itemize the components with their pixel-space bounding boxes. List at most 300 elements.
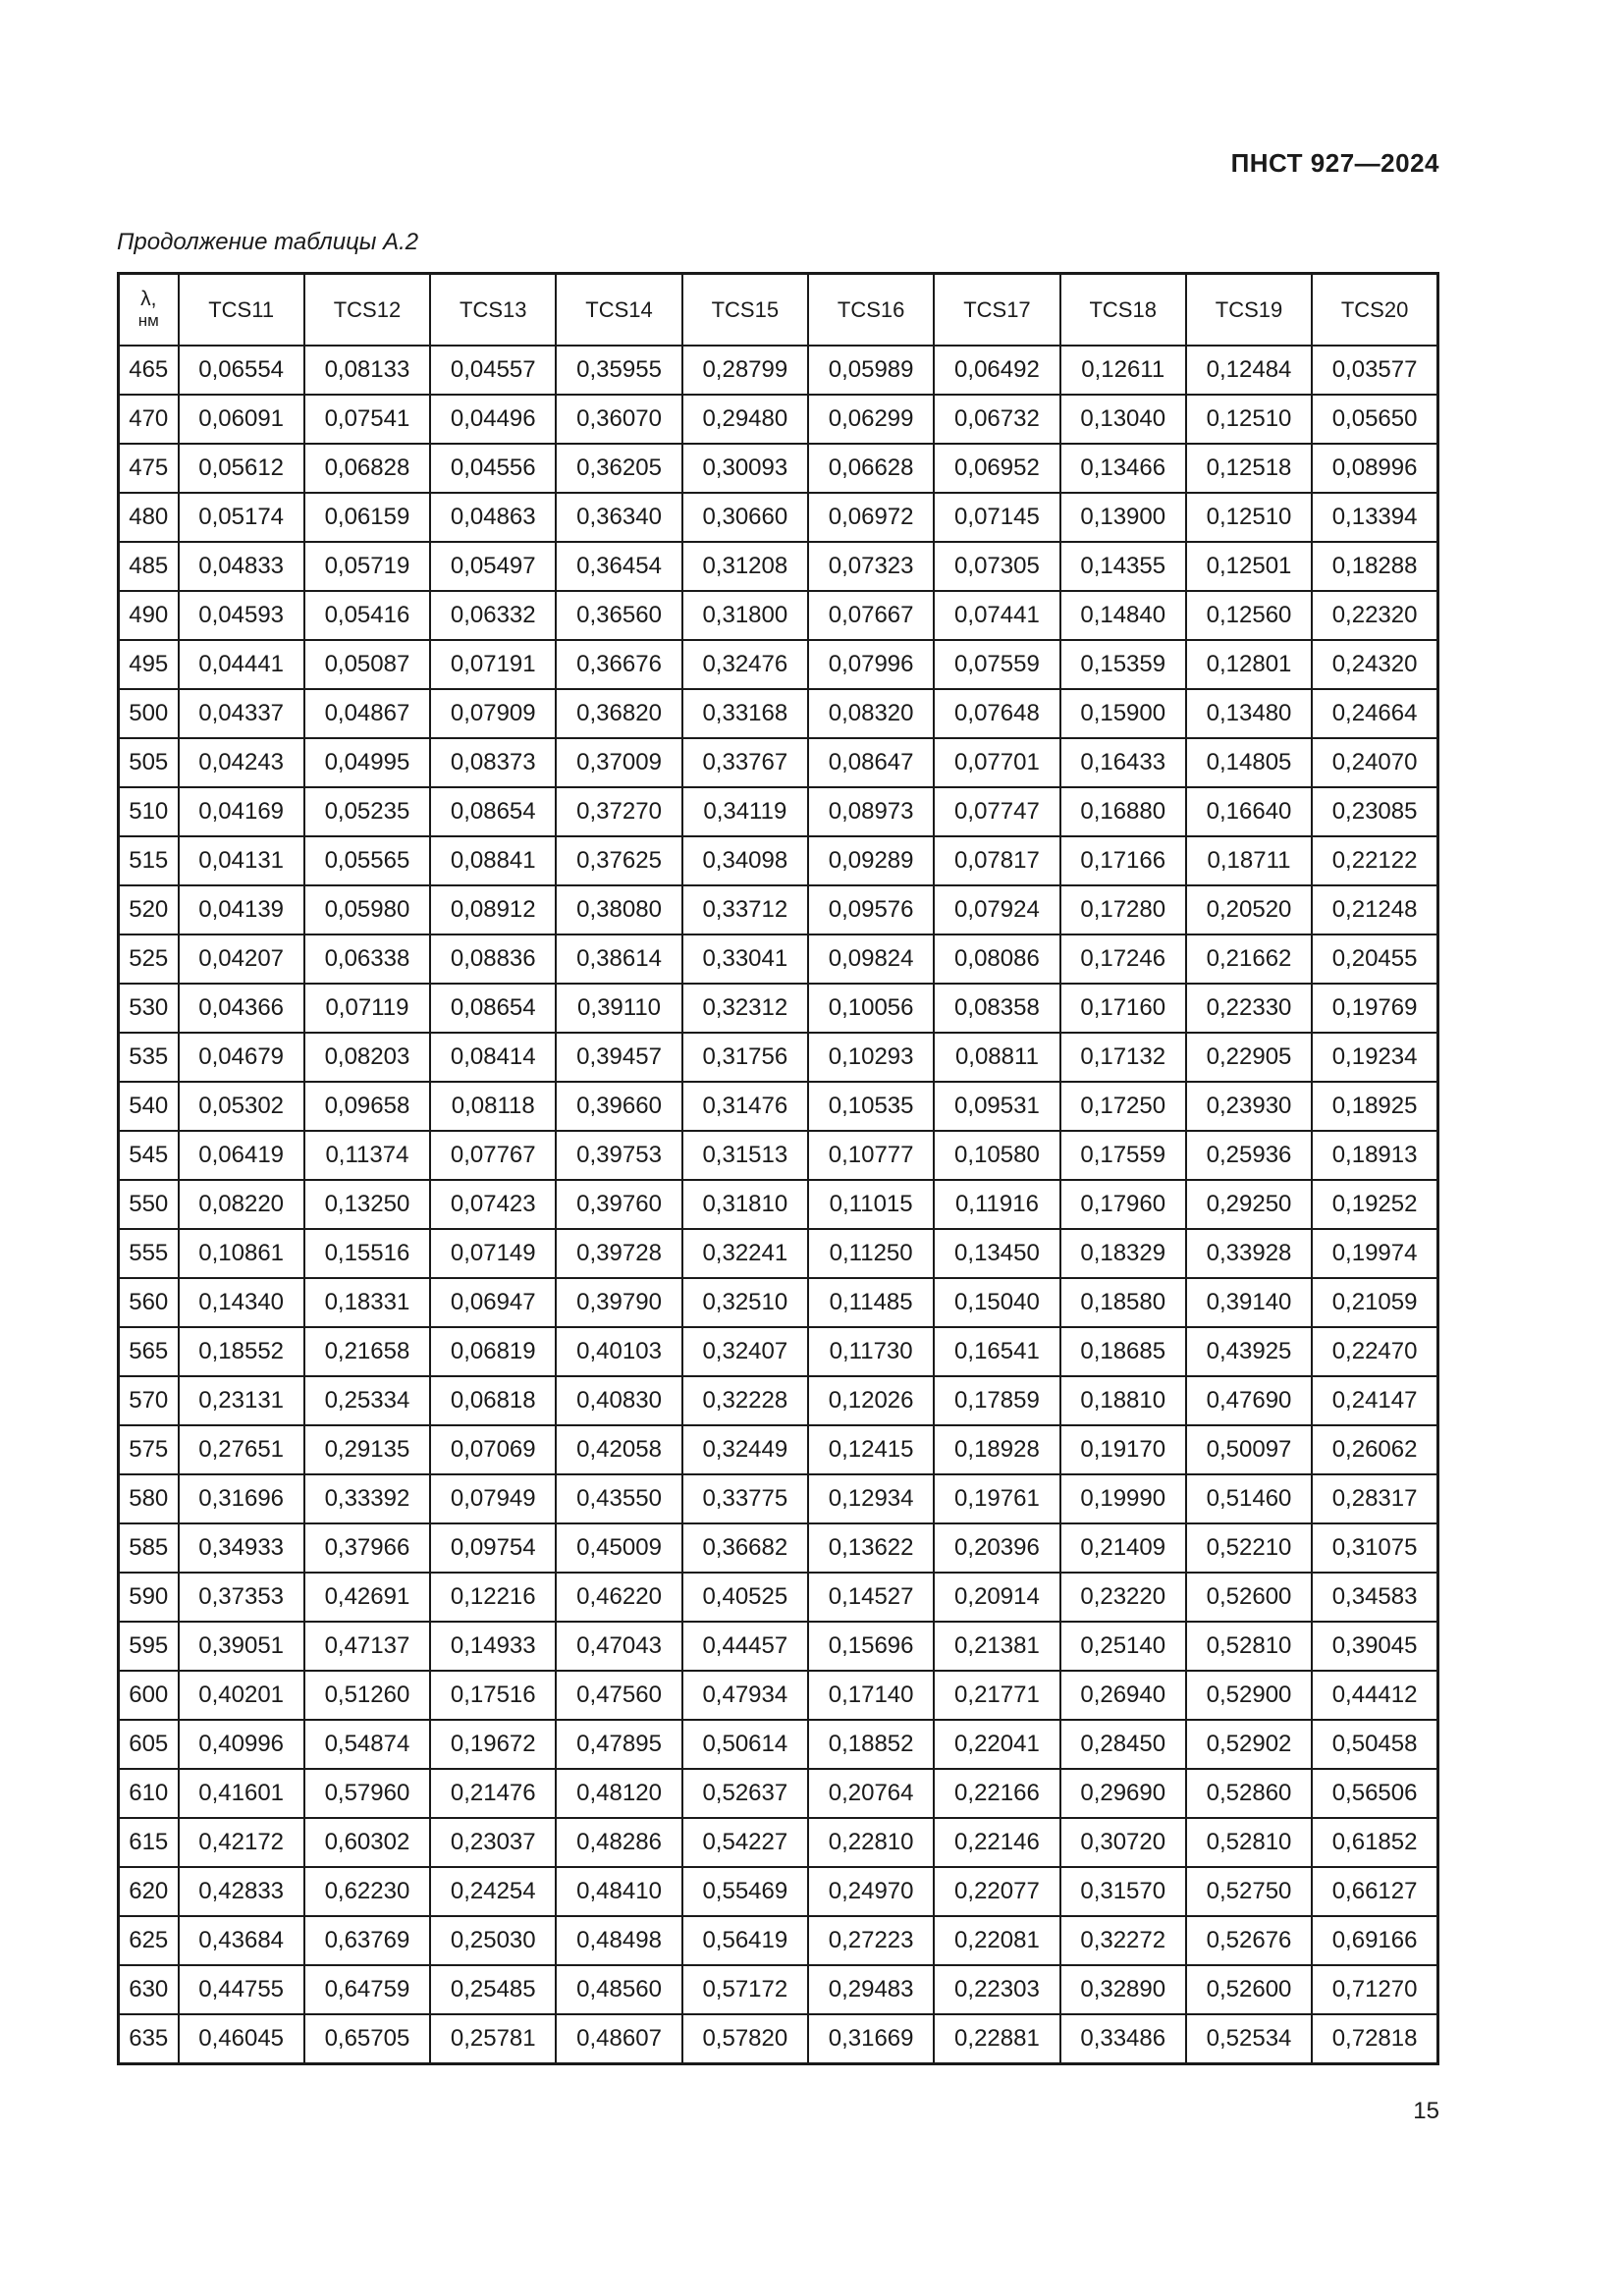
- value-cell: 0,22077: [934, 1867, 1059, 1916]
- value-cell: 0,26062: [1312, 1425, 1437, 1474]
- value-cell: 0,48607: [556, 2014, 681, 2064]
- value-cell: 0,06338: [304, 934, 430, 984]
- value-cell: 0,08373: [430, 738, 556, 787]
- value-cell: 0,40525: [682, 1573, 808, 1622]
- value-cell: 0,28317: [1312, 1474, 1437, 1523]
- value-cell: 0,25030: [430, 1916, 556, 1965]
- value-cell: 0,06554: [179, 346, 304, 395]
- value-cell: 0,22330: [1186, 984, 1312, 1033]
- value-cell: 0,31570: [1060, 1867, 1186, 1916]
- value-cell: 0,10777: [808, 1131, 934, 1180]
- value-cell: 0,04337: [179, 689, 304, 738]
- value-cell: 0,04366: [179, 984, 304, 1033]
- value-cell: 0,36682: [682, 1523, 808, 1573]
- value-cell: 0,08118: [430, 1082, 556, 1131]
- value-cell: 0,21658: [304, 1327, 430, 1376]
- value-cell: 0,32228: [682, 1376, 808, 1425]
- value-cell: 0,07149: [430, 1229, 556, 1278]
- value-cell: 0,04679: [179, 1033, 304, 1082]
- value-cell: 0,06299: [808, 395, 934, 444]
- value-cell: 0,22041: [934, 1720, 1059, 1769]
- value-cell: 0,34098: [682, 836, 808, 885]
- value-cell: 0,34583: [1312, 1573, 1437, 1622]
- value-cell: 0,04863: [430, 493, 556, 542]
- value-cell: 0,05174: [179, 493, 304, 542]
- value-cell: 0,20520: [1186, 885, 1312, 934]
- value-cell: 0,52600: [1186, 1573, 1312, 1622]
- table-header: [119, 274, 1438, 347]
- table-row: [119, 591, 1438, 640]
- value-cell: 0,07949: [430, 1474, 556, 1523]
- value-cell: 0,47895: [556, 1720, 681, 1769]
- wavelength-cell: 535: [119, 1033, 179, 1082]
- value-cell: 0,07747: [934, 787, 1059, 836]
- value-cell: 0,06628: [808, 444, 934, 493]
- value-cell: 0,12518: [1186, 444, 1312, 493]
- value-cell: 0,12801: [1186, 640, 1312, 689]
- value-cell: 0,57960: [304, 1769, 430, 1818]
- value-cell: 0,47137: [304, 1622, 430, 1671]
- table-row: [119, 1131, 1438, 1180]
- value-cell: 0,14840: [1060, 591, 1186, 640]
- value-cell: 0,39110: [556, 984, 681, 1033]
- value-cell: 0,22122: [1312, 836, 1437, 885]
- wavelength-cell: 560: [119, 1278, 179, 1327]
- header-lambda: [119, 274, 179, 347]
- value-cell: 0,60302: [304, 1818, 430, 1867]
- value-cell: 0,23131: [179, 1376, 304, 1425]
- table-row: [119, 1180, 1438, 1229]
- value-cell: 0,52676: [1186, 1916, 1312, 1965]
- value-cell: 0,20764: [808, 1769, 934, 1818]
- value-cell: 0,12415: [808, 1425, 934, 1474]
- value-cell: 0,11916: [934, 1180, 1059, 1229]
- value-cell: 0,26940: [1060, 1671, 1186, 1720]
- wavelength-cell: 570: [119, 1376, 179, 1425]
- value-cell: 0,17160: [1060, 984, 1186, 1033]
- table-row: [119, 346, 1438, 395]
- value-cell: 0,39051: [179, 1622, 304, 1671]
- value-cell: 0,09658: [304, 1082, 430, 1131]
- wavelength-cell: 600: [119, 1671, 179, 1720]
- value-cell: 0,12484: [1186, 346, 1312, 395]
- value-cell: 0,22081: [934, 1916, 1059, 1965]
- value-cell: 0,51260: [304, 1671, 430, 1720]
- value-cell: 0,19769: [1312, 984, 1437, 1033]
- value-cell: 0,39790: [556, 1278, 681, 1327]
- value-cell: 0,18810: [1060, 1376, 1186, 1425]
- value-cell: 0,71270: [1312, 1965, 1437, 2014]
- value-cell: 0,08654: [430, 787, 556, 836]
- value-cell: 0,08647: [808, 738, 934, 787]
- wavelength-cell: 595: [119, 1622, 179, 1671]
- value-cell: 0,24970: [808, 1867, 934, 1916]
- value-cell: 0,36560: [556, 591, 681, 640]
- value-cell: 0,29135: [304, 1425, 430, 1474]
- value-cell: 0,36205: [556, 444, 681, 493]
- wavelength-cell: 585: [119, 1523, 179, 1573]
- value-cell: 0,08654: [430, 984, 556, 1033]
- value-cell: 0,17559: [1060, 1131, 1186, 1180]
- value-cell: 0,19170: [1060, 1425, 1186, 1474]
- header-tcs14: TCS14: [556, 274, 681, 347]
- wavelength-cell: 525: [119, 934, 179, 984]
- value-cell: 0,04496: [430, 395, 556, 444]
- wavelength-cell: 620: [119, 1867, 179, 1916]
- header-tcs18: TCS18: [1060, 274, 1186, 347]
- value-cell: 0,08358: [934, 984, 1059, 1033]
- value-cell: 0,04557: [430, 346, 556, 395]
- table-row: [119, 689, 1438, 738]
- value-cell: 0,24320: [1312, 640, 1437, 689]
- value-cell: 0,07924: [934, 885, 1059, 934]
- value-cell: 0,07423: [430, 1180, 556, 1229]
- value-cell: 0,06091: [179, 395, 304, 444]
- wavelength-cell: 575: [119, 1425, 179, 1474]
- value-cell: 0,32449: [682, 1425, 808, 1474]
- value-cell: 0,31208: [682, 542, 808, 591]
- value-cell: 0,08414: [430, 1033, 556, 1082]
- value-cell: 0,52637: [682, 1769, 808, 1818]
- value-cell: 0,07996: [808, 640, 934, 689]
- table-row: [119, 1769, 1438, 1818]
- table-row: [119, 640, 1438, 689]
- value-cell: 0,52900: [1186, 1671, 1312, 1720]
- value-cell: 0,04243: [179, 738, 304, 787]
- value-cell: 0,52600: [1186, 1965, 1312, 2014]
- value-cell: 0,32272: [1060, 1916, 1186, 1965]
- value-cell: 0,10535: [808, 1082, 934, 1131]
- value-cell: 0,62230: [304, 1867, 430, 1916]
- value-cell: 0,15696: [808, 1622, 934, 1671]
- value-cell: 0,28799: [682, 346, 808, 395]
- table-row: [119, 1965, 1438, 2014]
- value-cell: 0,54227: [682, 1818, 808, 1867]
- value-cell: 0,06492: [934, 346, 1059, 395]
- value-cell: 0,39045: [1312, 1622, 1437, 1671]
- value-cell: 0,54874: [304, 1720, 430, 1769]
- value-cell: 0,23220: [1060, 1573, 1186, 1622]
- value-cell: 0,42833: [179, 1867, 304, 1916]
- value-cell: 0,44755: [179, 1965, 304, 2014]
- value-cell: 0,08320: [808, 689, 934, 738]
- value-cell: 0,29483: [808, 1965, 934, 2014]
- table-row: [119, 1622, 1438, 1671]
- header-tcs17: TCS17: [934, 274, 1059, 347]
- value-cell: 0,47043: [556, 1622, 681, 1671]
- value-cell: 0,12501: [1186, 542, 1312, 591]
- value-cell: 0,06159: [304, 493, 430, 542]
- value-cell: 0,25936: [1186, 1131, 1312, 1180]
- value-cell: 0,18913: [1312, 1131, 1437, 1180]
- value-cell: 0,04556: [430, 444, 556, 493]
- value-cell: 0,10056: [808, 984, 934, 1033]
- value-cell: 0,07667: [808, 591, 934, 640]
- value-cell: 0,22303: [934, 1965, 1059, 2014]
- wavelength-cell: 610: [119, 1769, 179, 1818]
- value-cell: 0,21059: [1312, 1278, 1437, 1327]
- value-cell: 0,38080: [556, 885, 681, 934]
- value-cell: 0,13480: [1186, 689, 1312, 738]
- value-cell: 0,16541: [934, 1327, 1059, 1376]
- value-cell: 0,31696: [179, 1474, 304, 1523]
- value-cell: 0,31756: [682, 1033, 808, 1082]
- value-cell: 0,29250: [1186, 1180, 1312, 1229]
- value-cell: 0,05087: [304, 640, 430, 689]
- value-cell: 0,12216: [430, 1573, 556, 1622]
- value-cell: 0,39660: [556, 1082, 681, 1131]
- wavelength-cell: 510: [119, 787, 179, 836]
- value-cell: 0,11250: [808, 1229, 934, 1278]
- value-cell: 0,52860: [1186, 1769, 1312, 1818]
- value-cell: 0,30660: [682, 493, 808, 542]
- value-cell: 0,06947: [430, 1278, 556, 1327]
- value-cell: 0,17516: [430, 1671, 556, 1720]
- value-cell: 0,50614: [682, 1720, 808, 1769]
- value-cell: 0,08973: [808, 787, 934, 836]
- lambda-symbol: λ,: [140, 287, 157, 310]
- value-cell: 0,07069: [430, 1425, 556, 1474]
- table-row: [119, 1229, 1438, 1278]
- value-cell: 0,35955: [556, 346, 681, 395]
- value-cell: 0,24254: [430, 1867, 556, 1916]
- value-cell: 0,24147: [1312, 1376, 1437, 1425]
- value-cell: 0,06732: [934, 395, 1059, 444]
- table-row: [119, 1818, 1438, 1867]
- value-cell: 0,48560: [556, 1965, 681, 2014]
- value-cell: 0,33486: [1060, 2014, 1186, 2064]
- value-cell: 0,04207: [179, 934, 304, 984]
- spectral-data-table: [117, 272, 1439, 2065]
- wavelength-cell: 580: [119, 1474, 179, 1523]
- value-cell: 0,03577: [1312, 346, 1437, 395]
- value-cell: 0,05989: [808, 346, 934, 395]
- value-cell: 0,06972: [808, 493, 934, 542]
- value-cell: 0,32476: [682, 640, 808, 689]
- value-cell: 0,08133: [304, 346, 430, 395]
- value-cell: 0,33712: [682, 885, 808, 934]
- value-cell: 0,11015: [808, 1180, 934, 1229]
- value-cell: 0,29690: [1060, 1769, 1186, 1818]
- header-tcs13: TCS13: [430, 274, 556, 347]
- value-cell: 0,22320: [1312, 591, 1437, 640]
- value-cell: 0,72818: [1312, 2014, 1437, 2064]
- value-cell: 0,39728: [556, 1229, 681, 1278]
- value-cell: 0,13394: [1312, 493, 1437, 542]
- value-cell: 0,44457: [682, 1622, 808, 1671]
- value-cell: 0,51460: [1186, 1474, 1312, 1523]
- table-row: [119, 1425, 1438, 1474]
- value-cell: 0,08912: [430, 885, 556, 934]
- value-cell: 0,18925: [1312, 1082, 1437, 1131]
- value-cell: 0,32312: [682, 984, 808, 1033]
- value-cell: 0,17859: [934, 1376, 1059, 1425]
- header-tcs20: TCS20: [1312, 274, 1437, 347]
- value-cell: 0,31810: [682, 1180, 808, 1229]
- value-cell: 0,45009: [556, 1523, 681, 1573]
- value-cell: 0,50458: [1312, 1720, 1437, 1769]
- value-cell: 0,57172: [682, 1965, 808, 2014]
- value-cell: 0,13040: [1060, 395, 1186, 444]
- wavelength-cell: 475: [119, 444, 179, 493]
- value-cell: 0,08811: [934, 1033, 1059, 1082]
- wavelength-cell: 590: [119, 1573, 179, 1622]
- value-cell: 0,04131: [179, 836, 304, 885]
- wavelength-cell: 555: [119, 1229, 179, 1278]
- value-cell: 0,14933: [430, 1622, 556, 1671]
- table-row: [119, 1376, 1438, 1425]
- table-row: [119, 836, 1438, 885]
- wavelength-cell: 520: [119, 885, 179, 934]
- value-cell: 0,20455: [1312, 934, 1437, 984]
- value-cell: 0,24664: [1312, 689, 1437, 738]
- value-cell: 0,17280: [1060, 885, 1186, 934]
- value-cell: 0,04593: [179, 591, 304, 640]
- value-cell: 0,39457: [556, 1033, 681, 1082]
- value-cell: 0,42172: [179, 1818, 304, 1867]
- value-cell: 0,56419: [682, 1916, 808, 1965]
- value-cell: 0,12611: [1060, 346, 1186, 395]
- value-cell: 0,07323: [808, 542, 934, 591]
- value-cell: 0,27651: [179, 1425, 304, 1474]
- value-cell: 0,17246: [1060, 934, 1186, 984]
- wavelength-cell: 615: [119, 1818, 179, 1867]
- table-caption: Продолжение таблицы А.2: [117, 229, 419, 255]
- value-cell: 0,47690: [1186, 1376, 1312, 1425]
- wavelength-cell: 470: [119, 395, 179, 444]
- value-cell: 0,52750: [1186, 1867, 1312, 1916]
- value-cell: 0,07559: [934, 640, 1059, 689]
- value-cell: 0,19974: [1312, 1229, 1437, 1278]
- value-cell: 0,41601: [179, 1769, 304, 1818]
- value-cell: 0,36454: [556, 542, 681, 591]
- value-cell: 0,18580: [1060, 1278, 1186, 1327]
- value-cell: 0,04441: [179, 640, 304, 689]
- table-row: [119, 1278, 1438, 1327]
- value-cell: 0,17140: [808, 1671, 934, 1720]
- value-cell: 0,14355: [1060, 542, 1186, 591]
- value-cell: 0,19252: [1312, 1180, 1437, 1229]
- value-cell: 0,36676: [556, 640, 681, 689]
- value-cell: 0,07648: [934, 689, 1059, 738]
- value-cell: 0,04169: [179, 787, 304, 836]
- wavelength-cell: 545: [119, 1131, 179, 1180]
- value-cell: 0,33392: [304, 1474, 430, 1523]
- value-cell: 0,29480: [682, 395, 808, 444]
- value-cell: 0,12934: [808, 1474, 934, 1523]
- value-cell: 0,07701: [934, 738, 1059, 787]
- value-cell: 0,46220: [556, 1573, 681, 1622]
- value-cell: 0,05719: [304, 542, 430, 591]
- table-row: [119, 1033, 1438, 1082]
- value-cell: 0,37966: [304, 1523, 430, 1573]
- value-cell: 0,33928: [1186, 1229, 1312, 1278]
- value-cell: 0,52534: [1186, 2014, 1312, 2064]
- value-cell: 0,06828: [304, 444, 430, 493]
- table-body: [119, 346, 1438, 2064]
- value-cell: 0,24070: [1312, 738, 1437, 787]
- value-cell: 0,07191: [430, 640, 556, 689]
- value-cell: 0,05980: [304, 885, 430, 934]
- table-row: [119, 738, 1438, 787]
- value-cell: 0,18331: [304, 1278, 430, 1327]
- value-cell: 0,07817: [934, 836, 1059, 885]
- value-cell: 0,07145: [934, 493, 1059, 542]
- header-tcs19: TCS19: [1186, 274, 1312, 347]
- value-cell: 0,32510: [682, 1278, 808, 1327]
- value-cell: 0,57820: [682, 2014, 808, 2064]
- value-cell: 0,09754: [430, 1523, 556, 1573]
- value-cell: 0,22810: [808, 1818, 934, 1867]
- table-row: [119, 934, 1438, 984]
- value-cell: 0,06819: [430, 1327, 556, 1376]
- wavelength-cell: 485: [119, 542, 179, 591]
- value-cell: 0,13622: [808, 1523, 934, 1573]
- value-cell: 0,37270: [556, 787, 681, 836]
- value-cell: 0,63769: [304, 1916, 430, 1965]
- value-cell: 0,13900: [1060, 493, 1186, 542]
- value-cell: 0,13466: [1060, 444, 1186, 493]
- value-cell: 0,21771: [934, 1671, 1059, 1720]
- value-cell: 0,09576: [808, 885, 934, 934]
- value-cell: 0,25485: [430, 1965, 556, 2014]
- value-cell: 0,12510: [1186, 493, 1312, 542]
- value-cell: 0,36340: [556, 493, 681, 542]
- value-cell: 0,43550: [556, 1474, 681, 1523]
- value-cell: 0,07119: [304, 984, 430, 1033]
- value-cell: 0,19761: [934, 1474, 1059, 1523]
- value-cell: 0,23085: [1312, 787, 1437, 836]
- value-cell: 0,07541: [304, 395, 430, 444]
- value-cell: 0,15359: [1060, 640, 1186, 689]
- value-cell: 0,31800: [682, 591, 808, 640]
- value-cell: 0,47934: [682, 1671, 808, 1720]
- wavelength-cell: 550: [119, 1180, 179, 1229]
- value-cell: 0,08836: [430, 934, 556, 984]
- value-cell: 0,04995: [304, 738, 430, 787]
- value-cell: 0,52810: [1186, 1622, 1312, 1671]
- value-cell: 0,12026: [808, 1376, 934, 1425]
- value-cell: 0,11374: [304, 1131, 430, 1180]
- value-cell: 0,38614: [556, 934, 681, 984]
- document-code: ПНСТ 927—2024: [1230, 148, 1439, 178]
- value-cell: 0,20396: [934, 1523, 1059, 1573]
- value-cell: 0,21248: [1312, 885, 1437, 934]
- wavelength-cell: 530: [119, 984, 179, 1033]
- value-cell: 0,05650: [1312, 395, 1437, 444]
- value-cell: 0,07909: [430, 689, 556, 738]
- value-cell: 0,40103: [556, 1327, 681, 1376]
- value-cell: 0,65705: [304, 2014, 430, 2064]
- value-cell: 0,31476: [682, 1082, 808, 1131]
- value-cell: 0,18288: [1312, 542, 1437, 591]
- value-cell: 0,69166: [1312, 1916, 1437, 1965]
- value-cell: 0,16433: [1060, 738, 1186, 787]
- table-row: [119, 395, 1438, 444]
- value-cell: 0,12510: [1186, 395, 1312, 444]
- value-cell: 0,23037: [430, 1818, 556, 1867]
- table-row: [119, 444, 1438, 493]
- value-cell: 0,09824: [808, 934, 934, 984]
- table-row: [119, 2014, 1438, 2064]
- value-cell: 0,44412: [1312, 1671, 1437, 1720]
- value-cell: 0,31669: [808, 2014, 934, 2064]
- wavelength-cell: 625: [119, 1916, 179, 1965]
- wavelength-cell: 500: [119, 689, 179, 738]
- table-row: [119, 885, 1438, 934]
- value-cell: 0,07767: [430, 1131, 556, 1180]
- value-cell: 0,06952: [934, 444, 1059, 493]
